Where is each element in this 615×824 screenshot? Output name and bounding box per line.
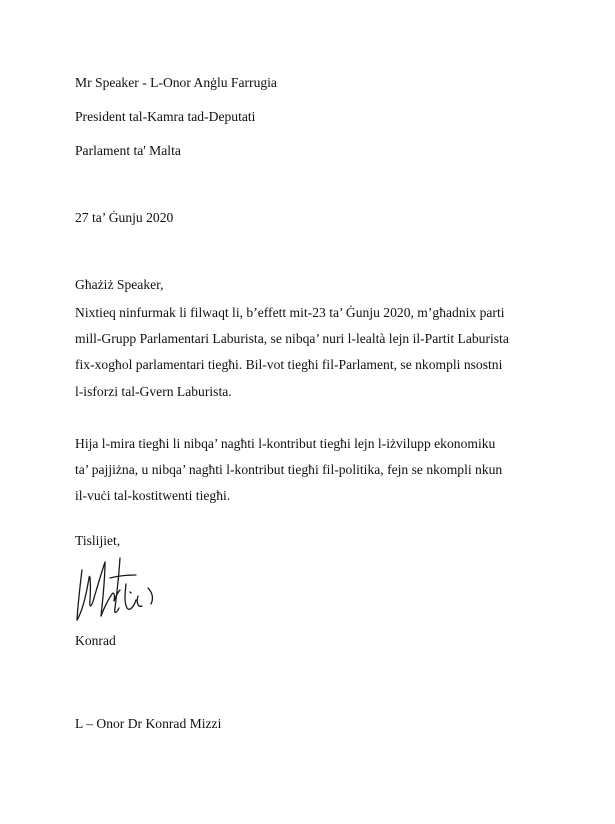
salutation: Għażiż Speaker,: [75, 277, 164, 292]
paragraph-1: [75, 300, 545, 405]
closing: Tislijiet,: [75, 533, 121, 548]
addressee-position: President tal-Kamra tad-Deputati: [75, 109, 256, 124]
paragraph-1-line: mill-Grupp Parlamentari Laburista, se nibqa’ nuri l-lealtà lejn il-Partit Laburista: [75, 331, 509, 347]
paragraph-1-line: l-isforzi tal-Gvern Laburista.: [75, 383, 232, 399]
paragraph-2-line: ta’ pajjiżna, u nibqa’ nagħti l-kontribut tiegħi fil-politika, fejn se nkompli nkun: [75, 462, 503, 478]
addressee-institution: Parlament ta' Malta: [75, 143, 181, 158]
signatory-full-name: L – Onor Dr Konrad Mizzi: [75, 716, 222, 731]
signature-name: Konrad: [75, 633, 116, 648]
paragraph-1-line: fix-xogħol parlamentari tiegħi. Bil-vot tiegħi fil-Parlament, se nkompli nsostni: [75, 357, 503, 373]
letter-date: 27 ta’ Ġunju 2020: [75, 210, 174, 225]
addressee-line: Mr Speaker - L-Onor Anġlu Farrugia: [75, 75, 277, 90]
handwritten-signature: [70, 548, 160, 630]
paragraph-2: [75, 431, 545, 510]
paragraph-1-line: Nixtieq ninfurmak li filwaqt li, b’effett mit-23 ta’ Ġunju 2020, m’għadnix parti: [75, 305, 505, 320]
paragraph-2-line: Hija l-mira tiegħi li nibqa’ nagħti l-kontribut tiegħi lejn l-iżvilupp ekonomiku: [75, 436, 496, 451]
paragraph-2-line: il-vuċi tal-kostitwenti tiegħi.: [75, 488, 231, 504]
